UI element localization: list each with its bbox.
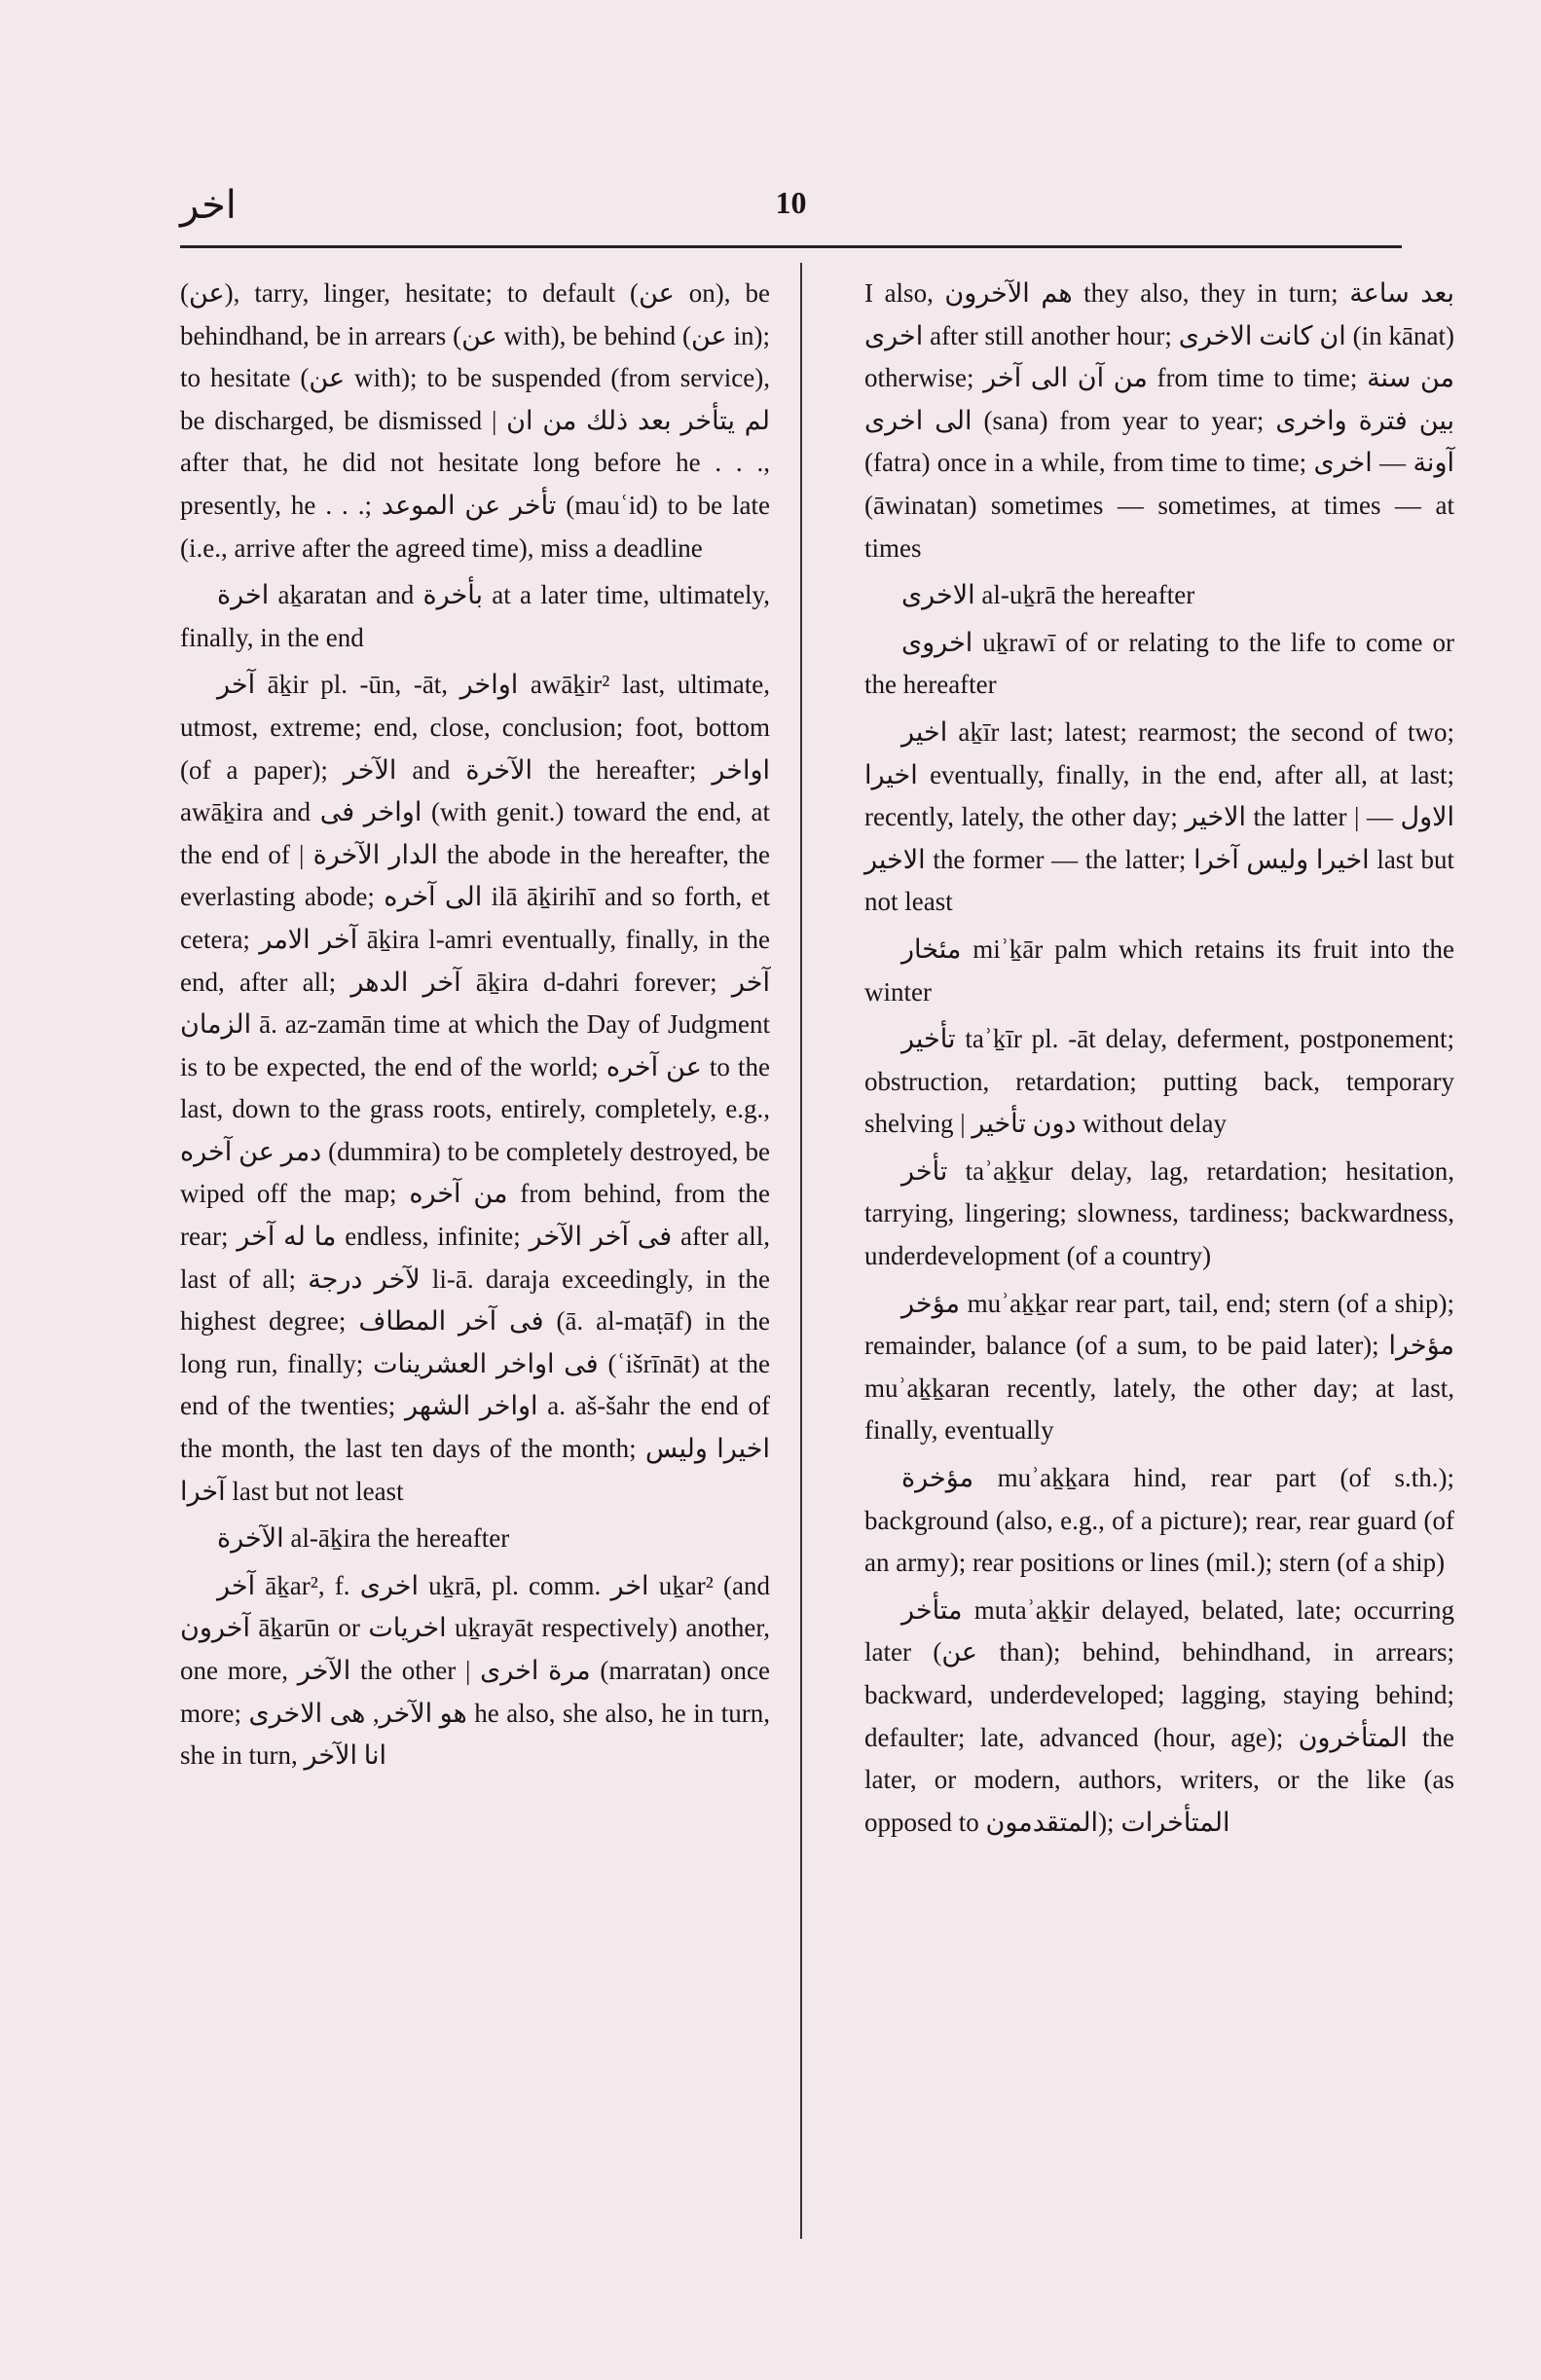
entry-al-ukra: الاخرى al-uḵrā the hereafter	[901, 580, 1195, 610]
column-divider	[800, 263, 802, 2239]
entry-akar: آخر āḵar², f. اخرى uḵrā, pl. comm. اخر uḵar² (and آخرون āḵarūn or اخريات uḵrayāt respectively) another, one more, الآخر the other | مرة اخرى (marratan) once more; هو الآخر, هى الاخرى he also, she also, he in turn, she in turn, انا الآخر	[180, 1570, 770, 1771]
header-rule	[180, 245, 1402, 248]
entry-mikar: مئخار miʾḵār palm which retains its fruit into the winter	[864, 934, 1454, 1007]
entry-al-akira: الآخرة al-āḵira the hereafter	[217, 1523, 510, 1554]
running-headword: اخر	[180, 183, 237, 228]
entry-akaratan: اخرة aḵaratan and بأخرة at a later time, ultimately, finally, in the end	[180, 580, 770, 652]
entry-takir: تأخير taʾḵīr pl. -āt delay, deferment, postponement; obstruction, retardation; putting back, temporary shelving | دون تأخير without delay	[864, 1024, 1454, 1139]
entry-akir: آخر āḵir pl. -ūn, -āt, اواخر awāḵir² last, ultimate, utmost, extreme; end, close, conclusion; foot, bottom (of a paper); الآخر and الآخرة the hereafter; اواخر awāḵira and اواخر فى (with genit.) toward the end, at the end of | الدار الآخرة the abode in the hereafter, the everlasting abode; الى آخره ilā āḵirihī and so forth, et cetera; آخر الامر āḵira l-amri eventually, finally, in the end, after all; آخر الدهر āḵira d-dahri forever; آخر الزمان ā. az-zamān time at which the Day of Judgment is to be expected, the end of the world; عن آخره to the last, down to the grass roots, entirely, completely, e.g., دمر عن آخره (dummira) to be completely destroyed, be wiped off the map; من آخره from behind, from the rear; ما له آخر endless, infinite; فى آخر الآخر after all, last of all; لآخر درجة li-ā. daraja exceedingly, in the highest degree; فى آخر المطاف (ā. al-maṭāf) in the long run, finally; فى اواخر العشرينات (ʿišrīnāt) at the end of the twenties; اواخر الشهر a. aš-šahr the end of the month, the last ten days of the month; اخيرا وليس آخرا last but not least	[180, 670, 771, 1506]
entry-akar-continued: I also, هم الآخرون they also, they in turn; بعد ساعة اخرى after still another hour; ان كانت الاخرى (in kānat) otherwise; من آن الى آخر from time to time; من سنة الى اخرى (sana) from year to year; بين فترة واخرى (fatra) once in a while, from time to time; آونة — اخرى (āwinatan) sometimes — sometimes, at times — at times	[864, 278, 1455, 563]
entry-mutaakkir: متأخر mutaʾaḵḵir delayed, belated, late; occurring later (عن than); behind, behindhand, in arrears; backward, underdeveloped; lagging, staying behind; defaulter; late, advanced (hour, age); المتأخرون the later, or modern, authors, writers, or the like (as opposed to المتقدمون); المتأخرات	[864, 1594, 1454, 1837]
entry-muakkar: مؤخر muʾaḵḵar rear part, tail, end; stern (of a ship); remainder, balance (of a sum, to be paid later); مؤخرا muʾaḵḵaran recently, lately, the other day; at last, finally, eventually	[864, 1288, 1454, 1446]
page-header	[180, 175, 1402, 243]
page-number: 10	[775, 185, 807, 220]
left-column	[180, 273, 770, 1782]
entry-ukrawi: اخروى uḵrawī of or relating to the life to come or the hereafter	[864, 627, 1454, 700]
entry-muakkara: مؤخرة muʾaḵḵara hind, rear part (of s.th.); background (also, e.g., of a picture); rear, rear guard (of an army); rear positions or lines (mil.); stern (of a ship)	[864, 1463, 1454, 1578]
right-column	[864, 273, 1454, 1849]
entry-akir-last: اخير aḵīr last; latest; rearmost; the second of two; اخيرا eventually, finally, in the end, after all, at last; recently, lately, the other day; الاخير the latter | الاول — الاخير the former — the latter; اخيرا وليس آخرا last but not least	[864, 716, 1455, 917]
entry-taakkur: تأخر taʾaḵḵur delay, lag, retardation; hesitation, tarrying, lingering; slowness, tardiness; backwardness, underdevelopment (of a country)	[864, 1155, 1454, 1271]
entry-continuation: (عن), tarry, linger, hesitate; to default (عن on), be behindhand, be in arrears (عن with), be behind (عن in); to hesitate (عن with); to be suspended (from service), be discharged, be dismissed | لم يتأخر بعد ذلك من ان after that, he did not hesitate long before he . . ., presently, he . . .; تأخر عن الموعد (mauʿid) to be late (i.e., arrive after the agreed time), miss a deadline	[180, 278, 771, 563]
